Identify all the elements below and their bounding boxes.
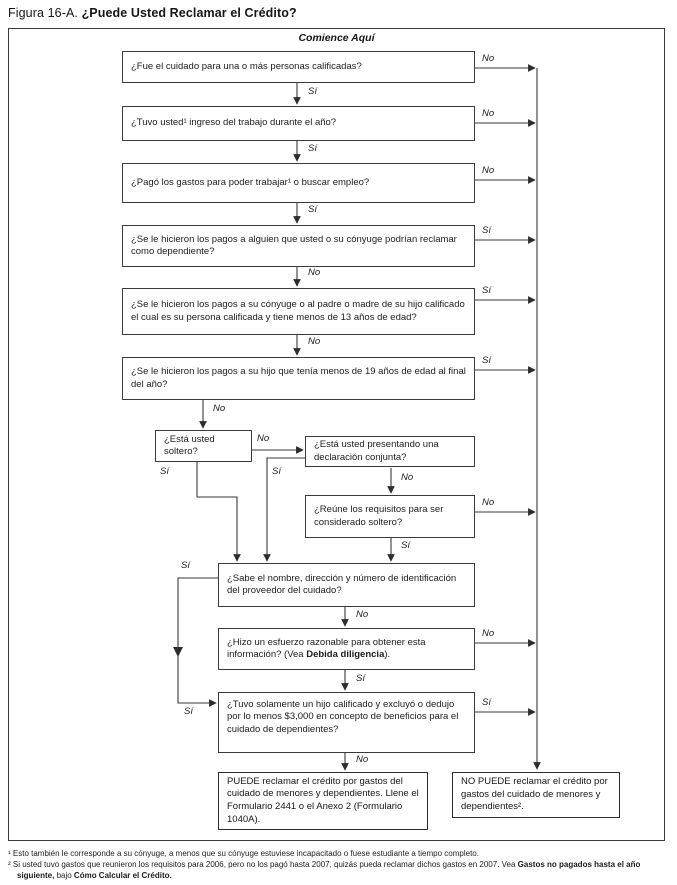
question-text: ¿Pagó los gastos para poder trabajar¹ o buscar empleo? xyxy=(131,176,370,188)
question-text-bold: Debida diligencia xyxy=(306,649,385,660)
question-text: ¿Tuvo usted¹ ingreso del trabajo durante el año? xyxy=(131,117,337,129)
question-paid-to-spouse-or-parent xyxy=(122,288,475,335)
question-reasonable-effort xyxy=(218,628,475,670)
edge-label-no: No xyxy=(308,336,321,347)
result-can-claim xyxy=(218,772,428,830)
edge-label-yes: Sí xyxy=(272,466,281,477)
footnotes xyxy=(8,849,670,882)
edge-label-no: No xyxy=(482,497,495,508)
question-one-child-excluded-3000 xyxy=(218,692,475,753)
edge-label-yes: Sí xyxy=(482,355,491,366)
edge-label-yes: Sí xyxy=(482,285,491,296)
edge-label-yes: Sí xyxy=(308,86,317,97)
page-title xyxy=(8,6,668,20)
edge-label-no: No xyxy=(482,628,495,639)
question-joint-return xyxy=(305,436,475,467)
question-text: ¿Está usted soltero? xyxy=(164,433,215,457)
edge-label-yes: Sí xyxy=(482,225,491,236)
question-text-pre: ¿Hizo un esfuerzo razonable para obtener esta información? (Vea xyxy=(227,636,426,660)
edge-label-yes: Sí xyxy=(356,673,365,684)
edge-label-no: No xyxy=(482,108,495,119)
edge-label-yes: Sí xyxy=(160,466,169,477)
question-single xyxy=(155,430,252,462)
question-text: ¿Reúne los requisitos para ser considerado soltero? xyxy=(314,504,444,528)
edge-label-no: No xyxy=(356,754,369,765)
question-text: ¿Se le hicieron los pagos a su cónyuge o al padre o madre de su hijo calificado el cual es su persona calificada y tiene menos de 13 años de edad? xyxy=(131,299,465,323)
question-text: ¿Se le hicieron los pagos a alguien que usted o su cónyuge podrían reclamar como dependiente? xyxy=(131,233,457,257)
question-expenses-to-work xyxy=(122,163,475,203)
question-text: ¿Está usted presentando una declaración conjunta? xyxy=(314,439,439,463)
figure-number: Figura 16-A. xyxy=(8,6,78,20)
question-text: ¿Fue el cuidado para una o más personas calificadas? xyxy=(131,60,362,72)
figure-heading: ¿Puede Usted Reclamar el Crédito? xyxy=(81,6,297,20)
question-text-post: ). xyxy=(384,649,391,660)
question-text: ¿Se le hicieron los pagos a su hijo que tenía menos de 19 años de edad al final del año? xyxy=(131,366,466,390)
edge-label-no: No xyxy=(401,472,414,483)
start-label: Comience Aquí xyxy=(298,32,375,44)
footnote-2 xyxy=(8,860,670,881)
question-text xyxy=(227,637,466,662)
edge-label-no: No xyxy=(308,267,321,278)
footnote-2-bold-ref: Gastos no pagados hasta el año siguiente, xyxy=(17,860,641,880)
edge-label-no: No xyxy=(482,165,495,176)
question-provider-info xyxy=(218,563,475,607)
question-considered-unmarried xyxy=(305,495,475,538)
edge-label-no: No xyxy=(213,403,226,414)
edge-label-no: No xyxy=(482,53,495,64)
footnote-1: ¹ Esto también le corresponde a su cónyuge, a menos que su cónyuge estuviese incapacitado o fuese estudiante a tiempo completo. xyxy=(8,849,479,858)
result-cannot-claim xyxy=(452,772,620,818)
edge-label-yes: Sí xyxy=(308,204,317,215)
result-text: NO PUEDE reclamar el crédito por gastos del cuidado de menores y dependientes². xyxy=(461,776,608,813)
question-text: ¿Sabe el nombre, dirección y número de identificación del proveedor del cuidado? xyxy=(227,572,457,596)
edge-label-yes: Sí xyxy=(482,697,491,708)
edge-label-yes: Sí xyxy=(401,540,410,551)
footnote-2-bold-ref: Cómo Calcular el Crédito. xyxy=(73,870,172,880)
result-text: PUEDE reclamar el crédito por gastos del cuidado de menores y dependientes. Llene el Formulario 2441 o el Anexo 2 (Formulario 1040A). xyxy=(227,775,419,825)
edge-label-yes: Sí xyxy=(308,143,317,154)
question-earned-income xyxy=(122,106,475,141)
edge-label-yes: Sí xyxy=(181,560,190,571)
edge-label-no: No xyxy=(356,609,369,620)
question-text: ¿Tuvo solamente un hijo calificado y excluyó o dedujo por lo menos $3,000 en concepto de beneficios para el cuidado de dependientes? xyxy=(227,699,459,735)
question-care-qualified-person xyxy=(122,51,475,83)
question-paid-to-dependent xyxy=(122,225,475,267)
edge-label-yes: Sí xyxy=(184,706,193,717)
edge-label-no: No xyxy=(257,433,270,444)
question-paid-to-child-under-19 xyxy=(122,357,475,400)
footnote-2-text: ² Si usted tuvo gastos que reunieron los requisitos para 2006, pero no los pagó hasta 2007, quizás pueda reclamar dichos gastos en 2007. Vea xyxy=(8,860,518,870)
footnote-2-text: bajo xyxy=(54,870,74,880)
